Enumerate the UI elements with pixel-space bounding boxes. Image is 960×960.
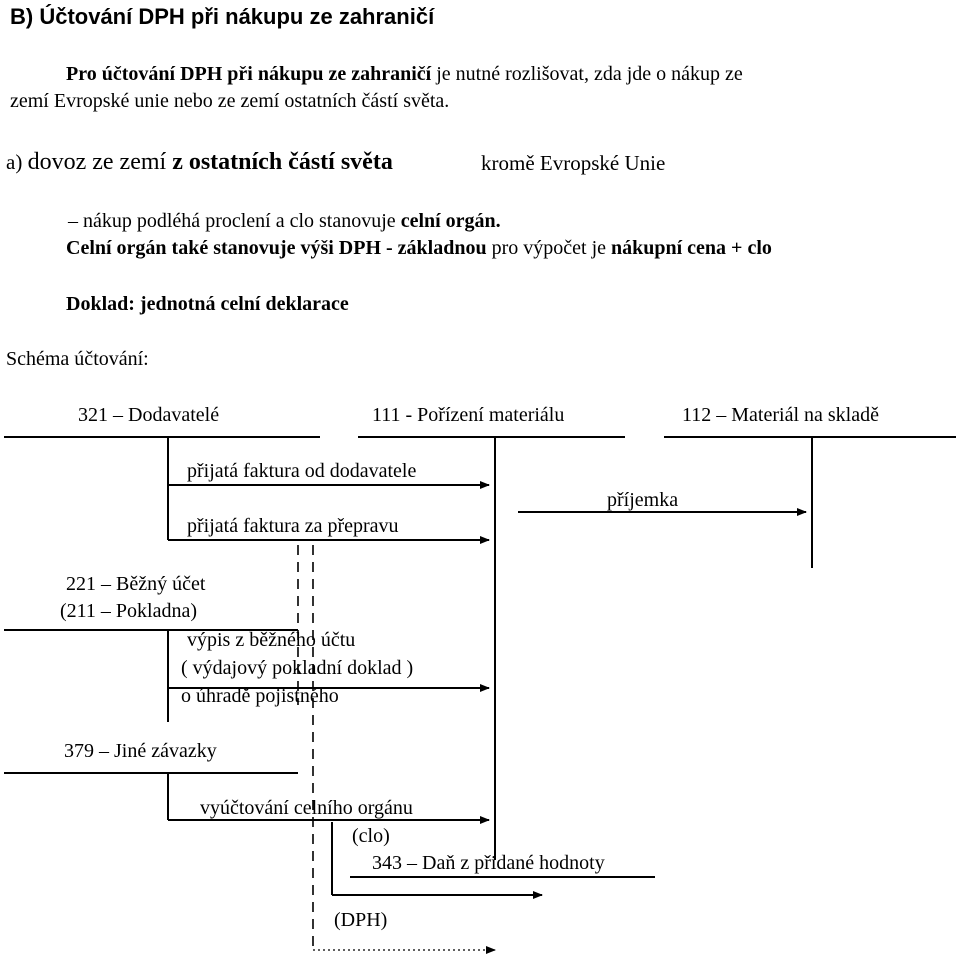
account-111-label: 111 - Pořízení materiálu	[372, 404, 565, 426]
section-a-prefix: a)	[6, 150, 28, 174]
celni-part1: Celní orgán také stanovuje výši DPH - základnou	[66, 237, 487, 259]
doklad-line: Doklad: jednotná celní deklarace	[66, 293, 349, 315]
txn-cash-voucher: ( výdajový pokladní doklad )	[181, 657, 414, 679]
section-a-part1: dovoz ze zemí	[27, 149, 173, 175]
txn-receipt: příjemka	[607, 489, 679, 511]
txn-vat: (DPH)	[334, 909, 388, 931]
account-343-label: 343 – Daň z přidané hodnoty	[372, 852, 605, 874]
celni-part2: pro výpočet je	[486, 237, 611, 259]
schema-label: Schéma účtování:	[6, 348, 149, 370]
account-321-label: 321 – Dodavatelé	[78, 404, 220, 426]
bullet-dash: –	[68, 210, 78, 232]
txn-bank-statement: výpis z běžného účtu	[187, 629, 356, 651]
txn-invoice-supplier: přijatá faktura od dodavatele	[187, 460, 417, 482]
section-a-part2: z ostatních částí světa	[172, 149, 393, 175]
account-221-label: 221 – Běžný účet	[66, 573, 206, 595]
account-112-label: 112 – Materiál na skladě	[682, 404, 879, 426]
intro-rest: je nutné rozlišovat, zda jde o nákup ze	[431, 63, 743, 85]
txn-invoice-transport: přijatá faktura za přepravu	[187, 515, 399, 537]
account-211-label: (211 – Pokladna)	[60, 600, 198, 622]
section-a-part3: kromě Evropské Unie	[481, 151, 666, 175]
intro-line-2: zemí Evropské unie nebo ze zemí ostatních částí světa.	[10, 90, 450, 112]
celni-part3: nákupní cena + clo	[611, 237, 772, 259]
intro-bold: Pro účtování DPH při nákupu ze zahraničí	[66, 63, 432, 85]
bullet-bold: celní orgán.	[400, 210, 501, 232]
txn-customs-settlement: vyúčtování celního orgánu	[200, 797, 413, 819]
account-379-label: 379 – Jiné závazky	[64, 740, 217, 762]
bullet-text: nákup podléhá proclení a clo stanovuje	[83, 210, 401, 232]
txn-insurance-payment: o úhradě pojistného	[181, 685, 339, 707]
txn-customs-duty: (clo)	[352, 825, 390, 847]
page-title: B) Účtování DPH při nákupu ze zahraničí	[10, 4, 435, 29]
